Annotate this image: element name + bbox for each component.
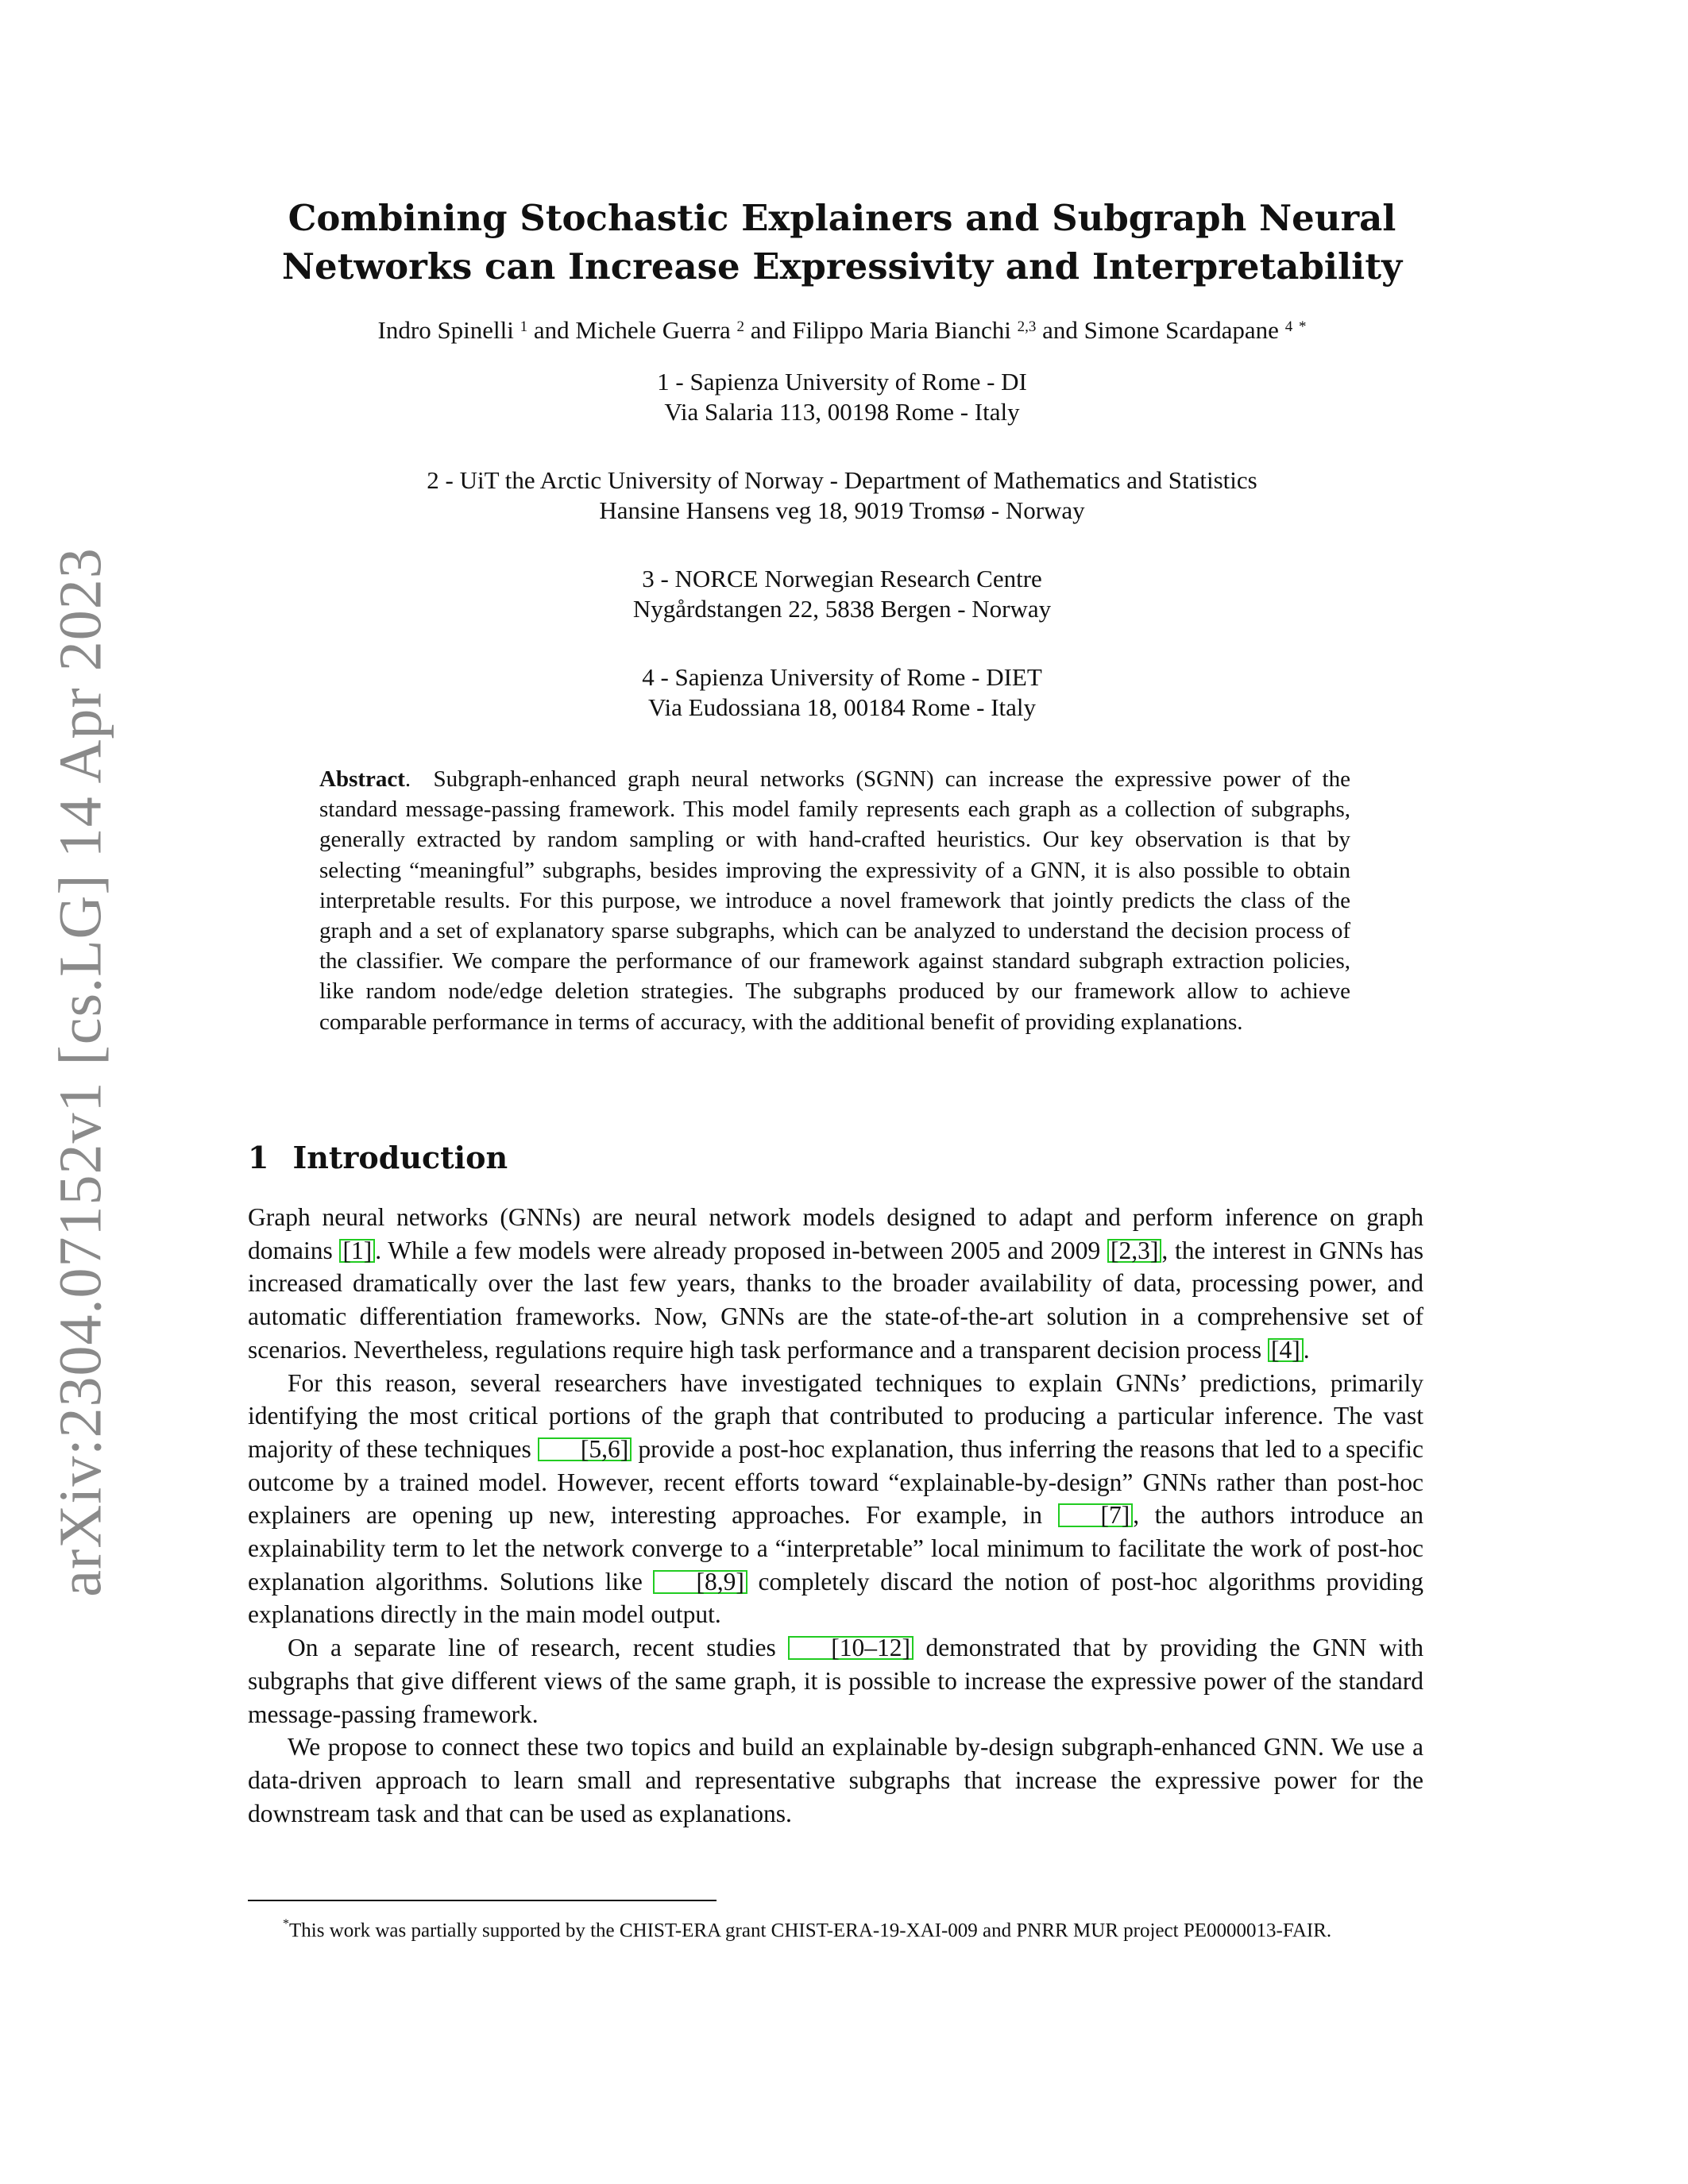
citation-link[interactable]: [2,3] [1107, 1239, 1161, 1263]
author-name: Indro Spinelli [377, 316, 514, 344]
citation-link[interactable]: [1] [339, 1239, 375, 1263]
affiliation-address: Via Salaria 113, 00198 Rome - Italy [664, 398, 1020, 426]
footnote-marker: * [283, 1917, 289, 1931]
affiliation-address: Via Eudossiana 18, 00184 Rome - Italy [647, 693, 1037, 721]
footnote-text: This work was partially supported by the CHIST-ERA grant CHIST-ERA-19-XAI-009 and PNRR MUR project PE0000013-FAIR. [289, 1920, 1332, 1942]
affiliation-institution: 2 - UiT the Arctic University of Norway - Department of Mathematics and Statistics [427, 466, 1257, 494]
footnote-divider [248, 1900, 717, 1901]
abstract: Abstract. Subgraph-enhanced graph neural networks (SGNN) can increase the expressive power of the standard message-passing framework. This model family represents each graph as a collection of subgraphs, generally extracted by random sampling or with hand-crafted heuristics. Our key observation is that by selecting “meaningful” subgraphs, besides improving the expressivity of a GNN, it is also possible to obtain interpretable results. For this purpose, we introduce a novel framework that jointly predicts the class of the graph and a set of explanatory sparse subgraphs, which can be analyzed to understand the decision process of the classifier. We compare the performance of our framework against standard subgraph extraction policies, like random node/edge deletion strategies. The subgraphs produced by our framework allow to achieve comparable performance in terms of accuracy, with the additional benefit of providing explanations. [319, 766, 1350, 1035]
author-affiliation-mark: 2,3 [1017, 318, 1037, 335]
author-list [207, 314, 1477, 346]
author-joiner: and [750, 316, 786, 344]
paragraph-text: . [1303, 1335, 1310, 1364]
citation-link[interactable]: [8,9] [653, 1570, 747, 1594]
affiliation-institution: 4 - Sapienza University of Rome - DIET [642, 663, 1042, 691]
citation-link[interactable]: [10–12] [788, 1636, 914, 1660]
paragraph-text: provide a post-hoc explanation, thus inferring the reasons that led to a specific outcome by a trained model. However, recent efforts toward “explainable-by-design” GNNs rather than post-hoc explainers are opening up new, interesting approaches. For example, in [248, 1434, 1423, 1530]
affiliation-address: Hansine Hansens veg 18, 9019 Tromsø - Norway [599, 496, 1085, 524]
arxiv-id-text: arXiv:2304.07152v1 [cs.LG] 14 Apr 2023 [47, 547, 114, 1597]
abstract-text: Subgraph-enhanced graph neural networks (SGNN) can increase the expressive power of the standard message-passing framework. This model family represents each graph as a collection of subgraphs, generally extracted by random sampling or with hand-crafted heuristics. Our key observation is that by selecting “meaningful” subgraphs, besides improving the expressivity of a GNN, it is also possible to obtain interpretable results. For this purpose, we introduce a novel framework that jointly predicts the class of the graph and a set of explanatory sparse subgraphs, which can be analyzed to understand the decision process of the classifier. We compare the performance of our framework against standard subgraph extraction policies, like random node/edge deletion strategies. The subgraphs produced by our framework allow to achieve comparable performance in terms of accuracy, with the additional benefit of providing explanations. [319, 766, 1350, 1035]
paper-title [207, 194, 1477, 291]
author-name: Simone Scardapane [1083, 316, 1279, 344]
paragraph-text: Graph neural networks (GNNs) are neural network models designed to adapt and perform inference on graph domains [248, 1203, 1423, 1264]
affiliation-address: Nygårdstangen 22, 5838 Bergen - Norway [632, 595, 1052, 623]
author-name: Filippo Maria Bianchi [792, 316, 1011, 344]
paragraph-text: . While a few models were already proposed in-between 2005 and 2009 [375, 1236, 1108, 1264]
footnote [248, 1912, 1423, 1943]
paragraph [248, 1201, 1423, 1367]
section-title: Introduction [292, 1140, 508, 1175]
arxiv-identifier-stamp [17, 547, 145, 1597]
affiliation-3 [207, 564, 1477, 624]
affiliation-institution: 1 - Sapienza University of Rome - DI [657, 368, 1027, 396]
abstract-label: Abstract [319, 766, 405, 792]
citation-link[interactable]: [7] [1058, 1503, 1134, 1527]
affiliation-2 [207, 465, 1477, 526]
paragraph: We propose to connect these two topics and build an explainable by-design subgraph-enhanced GNN. We use a data-driven approach to learn small and representative subgraphs that increase the expressive power for the downstream task and that can be used as explanations. [248, 1733, 1423, 1827]
affiliation-institution: 3 - NORCE Norwegian Research Centre [642, 565, 1042, 592]
paragraph-text: , the interest in GNNs has increased dramatically over the last few years, thanks to the broader availability of data, processing power, and automatic differentiation frameworks. Now, GNNs are the state-of-the-art solution in a comprehensive set of scenarios. Nevertheless, regulations require high task performance and a transparent decision process [248, 1236, 1424, 1364]
author-affiliation-mark: 4 [1284, 318, 1293, 335]
author-star-mark: * [1298, 318, 1307, 335]
paragraph-text: demonstrated that by providing the GNN with subgraphs that give different views of the same graph, it is possible to increase the expressive power of the standard message-passing framework. [248, 1634, 1424, 1728]
title-line-1: Combining Stochastic Explainers and Subgraph Neural [288, 197, 1396, 239]
citation-link[interactable]: [4] [1268, 1338, 1304, 1362]
paragraph [248, 1631, 1423, 1731]
author-joiner: and [533, 316, 570, 344]
introduction-body [248, 1201, 1423, 1830]
author-name: Michele Guerra [575, 316, 731, 344]
affiliation-1 [207, 367, 1477, 427]
section-number: 1 [248, 1140, 269, 1175]
paragraph-text: On a separate line of research, recent studies [288, 1634, 789, 1662]
paragraph-text: For this reason, several researchers have investigated techniques to explain GNNs’ predictions, primarily identifying the most critical portions of the graph that contributed to producing a particular inference. The vast majority of these techniques [248, 1368, 1423, 1463]
title-line-2: Networks can Increase Expressivity and Interpretability [281, 245, 1403, 287]
author-joiner: and [1042, 316, 1078, 344]
author-affiliation-mark: 1 [520, 318, 528, 335]
citation-link[interactable]: [5,6] [538, 1437, 632, 1461]
section-heading [248, 1139, 508, 1177]
paragraph-text: completely discard the notion of post-hoc algorithms providing explanations directly in the main model output. [248, 1567, 1423, 1629]
paragraph [248, 1367, 1423, 1632]
author-affiliation-mark: 2 [736, 318, 745, 335]
affiliation-4 [207, 662, 1477, 723]
paragraph-text: , the authors introduce an explainability term to let the network converge to a “interpretable” local minimum to facilitate the work of post-hoc explanation algorithms. Solutions like [248, 1501, 1423, 1596]
